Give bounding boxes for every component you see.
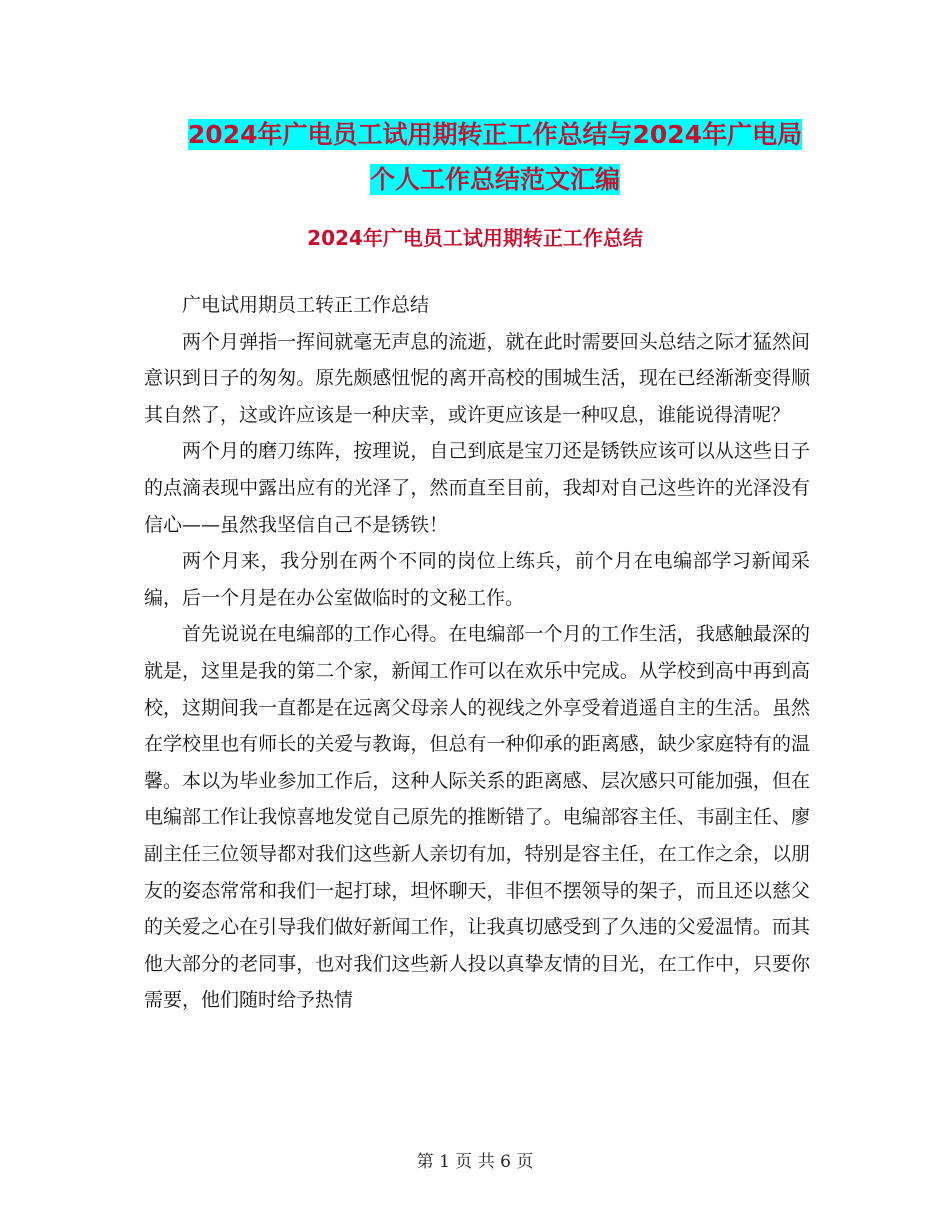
document-title bbox=[140, 112, 850, 202]
paragraph: 广电试用期员工转正工作总结 bbox=[182, 294, 430, 316]
document-body bbox=[144, 287, 810, 1019]
document-title-line-1: 2024年广电员工试用期转正工作总结与2024年广电局 bbox=[187, 120, 803, 149]
paragraph: 两个月弹指一挥间就毫无声息的流逝，就在此时需要回头总结之际才猛然间意识到日子的匆匆。原先颇感忸怩的离开高校的围城生活，现在已经渐渐变得顺其自然了，这或许应该是一种庆幸，或许更应该是一种叹息，谁能说得清呢？ bbox=[144, 330, 810, 426]
paragraph: 两个月来，我分别在两个不同的岗位上练兵，前个月在电编部学习新闻采编，后一个月是在办公室做临时的文秘工作。 bbox=[144, 550, 810, 609]
page-footer: 第 1 页 共 6 页 bbox=[416, 1152, 534, 1172]
document-title-line-2: 个人工作总结范文汇编 bbox=[369, 165, 620, 194]
section-title: 2024年广电员工试用期转正工作总结 bbox=[307, 226, 643, 250]
paragraph: 首先说说在电编部的工作心得。在电编部一个月的工作生活，我感触最深的就是，这里是我的第二个家，新闻工作可以在欢乐中完成。从学校到高中再到高校，这期间我一直都是在远离父母亲人的视线之外享受着逍遥自主的生活。虽然在学校里也有师长的关爱与教诲，但总有一种仰承的距离感，缺少家庭特有的温馨。本以为毕业参加工作后，这种人际关系的距离感、层次感只可能加强，但在电编部工作让我惊喜地发觉自己原先的推断错了。电编部容主任、韦副主任、廖副主任三位领导都对我们这些新人亲切有加，特别是容主任，在工作之余，以朋友的姿态常常和我们一起打球，坦怀聊天，非但不摆领导的架子，而且还以慈父的关爱之心在引导我们做好新闻工作，让我真切感受到了久违的父爱温情。而其他大部分的老同事，也对我们这些新人投以真挚友情的目光，在工作中，只要你需要，他们随时给予热情 bbox=[144, 623, 810, 1012]
paragraph: 两个月的磨刀练阵，按理说，自己到底是宝刀还是锈铁应该可以从这些日子的点滴表现中露出应有的光泽了，然而直至目前，我却对自己这些许的光泽没有信心——虽然我坚信自己不是锈铁！ bbox=[144, 440, 810, 536]
